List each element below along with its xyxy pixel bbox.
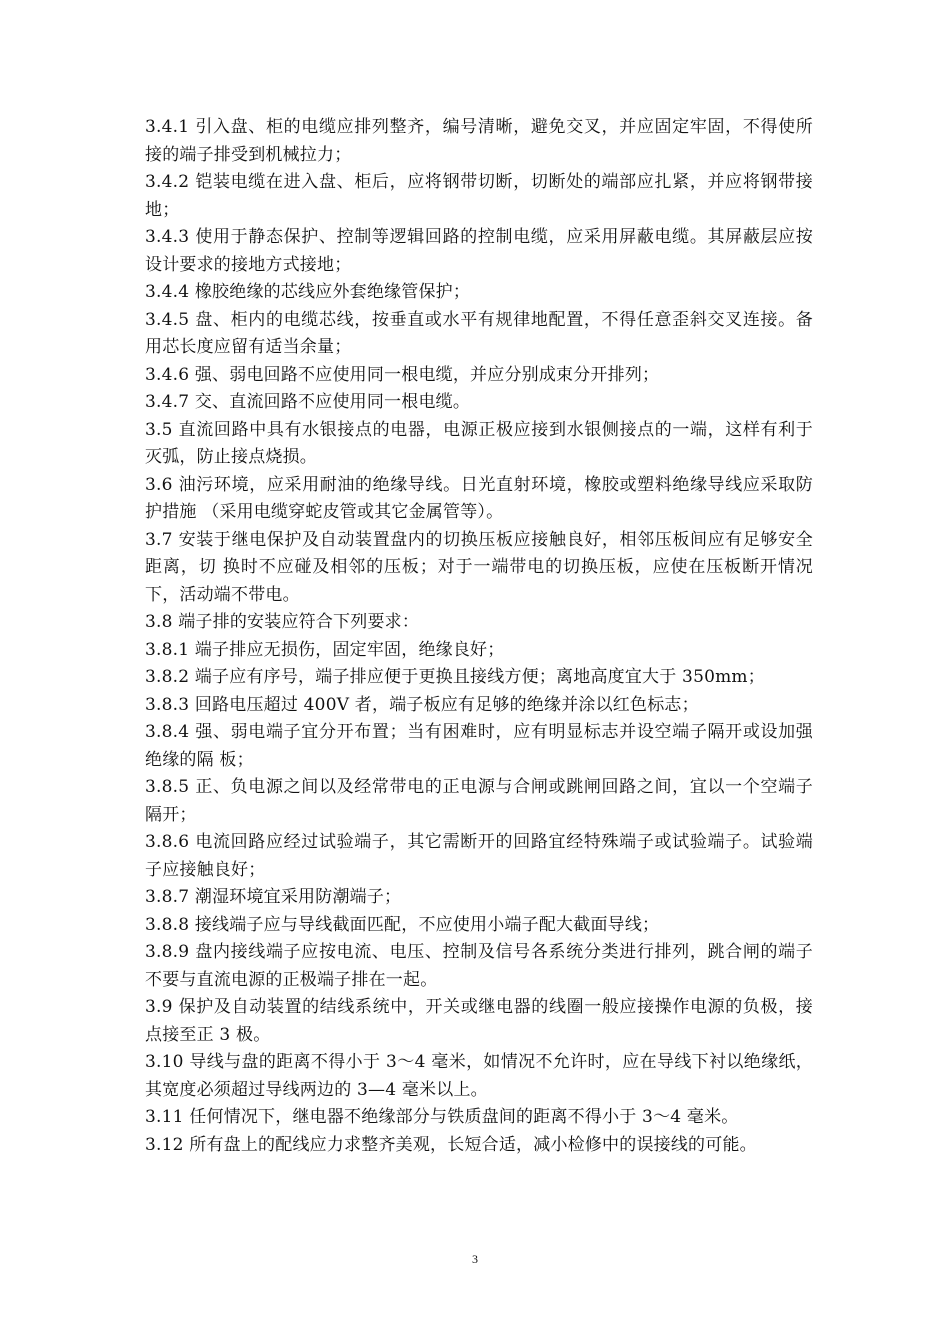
clause-3-4-1: 3.4.1 引入盘、柜的电缆应排列整齐，编号清晰，避免交叉，并应固定牢固，不得使所接的端子排受到机械拉力； [145, 117, 813, 165]
clause-3-8-2: 3.8.2 端子应有序号，端子排应便于更换且接线方便；离地高度宜大于 350mm； [145, 667, 765, 687]
clause-3-10: 3.10 导线与盘的距离不得小于 3～4 毫米，如情况不允许时，应在导线下衬以绝缘纸，其宽度必须超过导线两边的 3—4 毫米以上。 [145, 1052, 813, 1100]
clause-3-6: 3.6 油污环境，应采用耐油的绝缘导线。日光直射环境，橡胶或塑料绝缘导线应采取防护措施 （采用电缆穿蛇皮管或其它金属管等）。 [145, 474, 813, 522]
clause-3-8-6: 3.8.6 电流回路应经过试验端子，其它需断开的回路宜经特殊端子或试验端子。试验端子应接触良好； [145, 832, 813, 880]
clause-3-4-4: 3.4.4 橡胶绝缘的芯线应外套绝缘管保护； [145, 282, 471, 302]
clause-3-8-9: 3.8.9 盘内接线端子应按电流、电压、控制及信号各系统分类进行排列，跳合闸的端子不要与直流电源的正极端子排在一起。 [145, 942, 813, 990]
clause-3-8-5: 3.8.5 正、负电源之间以及经常带电的正电源与合闸或跳闸回路之间，宜以一个空端子隔开； [145, 777, 813, 825]
clause-3-7: 3.7 安装于继电保护及自动装置盘内的切换压板应接触良好，相邻压板间应有足够安全距离，切 换时不应碰及相邻的压板；对于一端带电的切换压板，应使在压板断开情况下，活动端不带电。 [145, 529, 813, 605]
clause-3-4-5: 3.4.5 盘、柜内的电缆芯线，按垂直或水平有规律地配置，不得任意歪斜交叉连接。备用芯长度应留有适当余量； [145, 309, 813, 357]
document-body [145, 114, 813, 1159]
clause-3-12: 3.12 所有盘上的配线应力求整齐美观，长短合适，减小检修中的误接线的可能。 [145, 1134, 757, 1155]
clause-3-8-8: 3.8.8 接线端子应与导线截面匹配，不应使用小端子配大截面导线； [145, 914, 660, 935]
page-number: 3 [472, 1252, 478, 1266]
clause-3-4-6: 3.4.6 强、弱电回路不应使用同一根电缆，并应分别成束分开排列； [145, 364, 660, 385]
clause-3-8-1: 3.8.1 端子排应无损伤，固定牢固，绝缘良好； [145, 639, 505, 660]
clause-3-4-3: 3.4.3 使用于静态保护、控制等逻辑回路的控制电缆，应采用屏蔽电缆。其屏蔽层应按设计要求的接地方式接地； [145, 227, 813, 275]
clause-3-9: 3.9 保护及自动装置的结线系统中，开关或继电器的线圈一般应接操作电源的负极，接点接至正 3 极。 [145, 997, 813, 1045]
clause-3-11: 3.11 任何情况下，继电器不绝缘部分与铁质盘间的距离不得小于 3～4 毫米。 [145, 1107, 739, 1127]
clause-3-5: 3.5 直流回路中具有水银接点的电器，电源正极应接到水银侧接点的一端，这样有利于灭弧，防止接点烧损。 [145, 419, 813, 467]
clause-3-4-2: 3.4.2 铠装电缆在进入盘、柜后，应将钢带切断，切断处的端部应扎紧，并应将钢带接地； [145, 172, 813, 220]
clause-3-8: 3.8 端子排的安装应符合下列要求： [145, 612, 420, 632]
clause-3-8-3: 3.8.3 回路电压超过 400V 者，端子板应有足够的绝缘并涂以红色标志； [145, 694, 699, 715]
clause-3-8-4: 3.8.4 强、弱电端子宜分开布置；当有困难时，应有明显标志并设空端子隔开或设加强绝缘的隔 板； [145, 722, 813, 770]
clause-3-8-7: 3.8.7 潮湿环境宜采用防潮端子； [145, 887, 402, 907]
clause-3-4-7: 3.4.7 交、直流回路不应使用同一根电缆。 [145, 392, 471, 412]
